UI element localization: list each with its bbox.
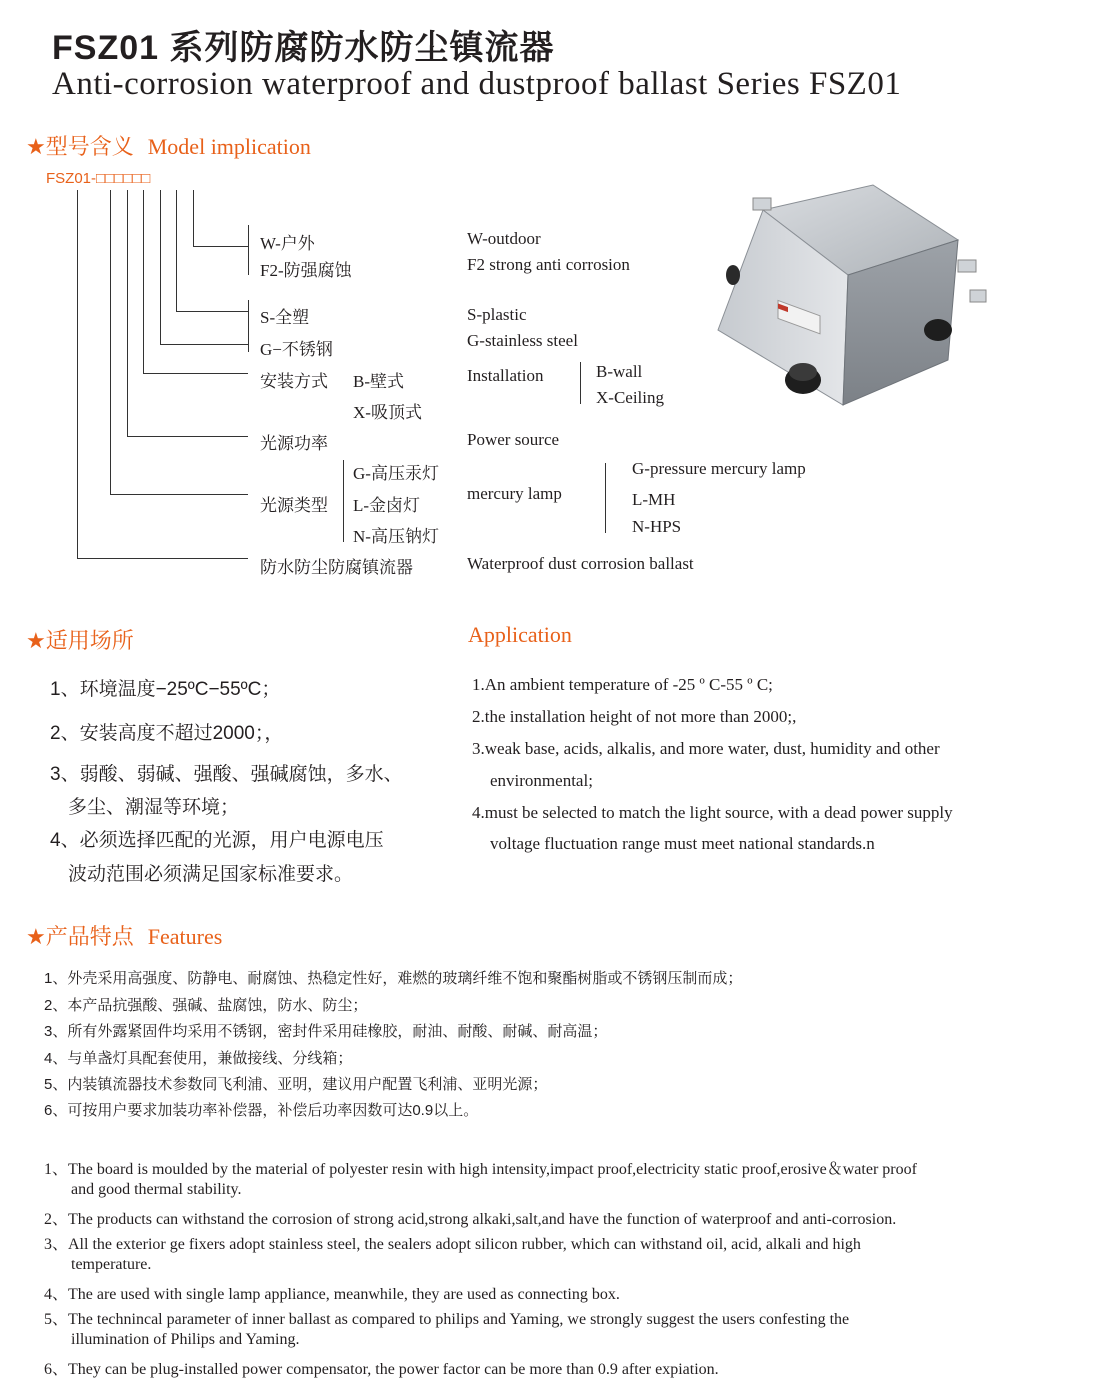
model-x-en: X-Ceiling [596,388,664,407]
model-f2-cn: F2-防强腐蚀 [260,261,352,280]
model-type-en: mercury lamp [467,484,562,503]
application-heading-en: Application [468,622,572,647]
features-en-1: 1、The board is moulded by the material of polyester resin with high intensity,impact proof,electricity static proof,erosive＆water proof [44,1161,917,1178]
model-hps-cn: N-高压钠灯 [353,527,439,546]
model-heading-cn: 型号含义 [45,134,134,159]
application-en-5: 4.must be selected to match the light source, with a dead power supply [472,803,953,822]
model-x-cn: X-吸顶式 [353,403,422,422]
features-heading [26,920,222,951]
features-heading-en: Features [147,924,223,949]
features-cn-4: 4、与单盏灯具配套使用，兼做接线、分线箱； [44,1050,353,1067]
features-heading-cn: 产品特点 [45,924,134,949]
application-en-3: 3.weak base, acids, alkalis, and more water, dust, humidity and other [472,739,940,758]
model-mh-en: L-MH [632,490,676,509]
application-cn-5: 4、必须选择匹配的光源，用户电源电压 [50,830,384,851]
features-en-6: 6、They can be plug-installed power compensator, the power factor can be more than 0.9 after expiation. [44,1361,719,1378]
star-icon: ★ [26,134,46,159]
features-en-2: 2、The products can withstand the corrosion of strong acid,strong alkaki,salt,and have the function of waterproof and anti-corrosion. [44,1211,897,1228]
features-en-1b: and good thermal stability. [71,1181,242,1198]
features-en-3b: temperature. [71,1256,152,1273]
features-cn-2: 2、本产品抗强酸、强碱、盐腐蚀，防水、防尘； [44,997,368,1014]
model-install-en: Installation [467,366,544,385]
model-g-en: G-stainless steel [467,331,578,350]
model-s-cn: S-全塑 [260,308,310,327]
application-cn-3: 3、弱酸、弱碱、强酸、强碱腐蚀，多水、 [50,764,403,785]
features-cn-3: 3、所有外露紧固件均采用不锈钢，密封件采用硅橡胶，耐油、耐酸、耐碱、耐高温； [44,1023,608,1040]
features-cn-5: 5、内装镇流器技术参数同飞利浦、亚明，建议用户配置飞利浦、亚明光源； [44,1076,548,1093]
application-cn-1: 1、环境温度−25ºC−55ºC； [50,679,281,700]
application-en-1: 1.An ambient temperature of -25 º C-55 º C; [472,675,773,694]
application-heading [26,624,134,655]
features-cn-6: 6、可按用户要求加装功率补偿器，补偿后功率因数可达0.9以上。 [44,1102,479,1119]
model-w-cn: W-户外 [260,234,315,253]
model-s-en: S-plastic [467,305,527,324]
model-w-en: W-outdoor [467,229,541,248]
application-cn-6: 波动范围必须满足国家标准要求。 [68,864,354,885]
features-cn-1: 1、外壳采用高强度、防静电、耐腐蚀、热稳定性好，难燃的玻璃纤维不饱和聚酯树脂或不锈钢压制而成； [44,970,743,987]
features-en-5: 5、The technincal parameter of inner ballast as compared to philips and Yaming, we strongly suggest the users confesting the [44,1311,850,1328]
features-en-5b: illumination of Philips and Yaming. [71,1331,300,1348]
model-code: FSZ01-□□□□□□ [46,170,151,187]
page-title-cn: FSZ01 系列防腐防水防尘镇流器 [52,29,555,67]
page-title-en: Anti-corrosion waterproof and dustproof ballast Series FSZ01 [52,66,902,102]
model-heading [26,130,311,161]
model-ballast-cn: 防水防尘防腐镇流器 [260,558,413,577]
model-power-cn: 光源功率 [260,434,328,453]
application-en-6: voltage fluctuation range must meet national standards.n [490,834,875,853]
model-type-cn: 光源类型 [260,496,328,515]
features-en-3: 3、All the exterior ge fixers adopt stainless steel, the sealers adopt silicon rubber, which can withstand oil, acid, alkali and high [44,1236,861,1253]
application-heading-cn: 适用场所 [45,628,134,653]
application-en-4: environmental; [490,771,593,790]
application-en-2: 2.the installation height of not more than 2000;, [472,707,797,726]
star-icon: ★ [26,924,46,949]
model-hps-en: N-HPS [632,517,682,536]
model-hg-en: G-pressure mercury lamp [632,459,806,478]
model-g-cn: G−不锈钢 [260,340,333,359]
application-cn-2: 2、安装高度不超过2000；， [50,723,284,744]
model-b-cn: B-壁式 [353,372,404,391]
ballast-box-image [708,180,993,410]
star-icon: ★ [26,628,46,653]
model-heading-en: Model implication [147,134,311,159]
model-ballast-en: Waterproof dust corrosion ballast [467,554,694,573]
model-power-en: Power source [467,430,560,449]
model-b-en: B-wall [596,362,643,381]
model-install-cn: 安装方式 [260,372,328,391]
model-f2-en: F2 strong anti corrosion [467,255,630,274]
model-hg-cn: G-高压汞灯 [353,464,439,483]
application-cn-4: 多尘、潮湿等环境； [68,797,240,818]
model-mh-cn: L-金卤灯 [353,496,421,515]
features-en-4: 4、The are used with single lamp appliance, meanwhile, they are used as connecting box. [44,1286,620,1303]
